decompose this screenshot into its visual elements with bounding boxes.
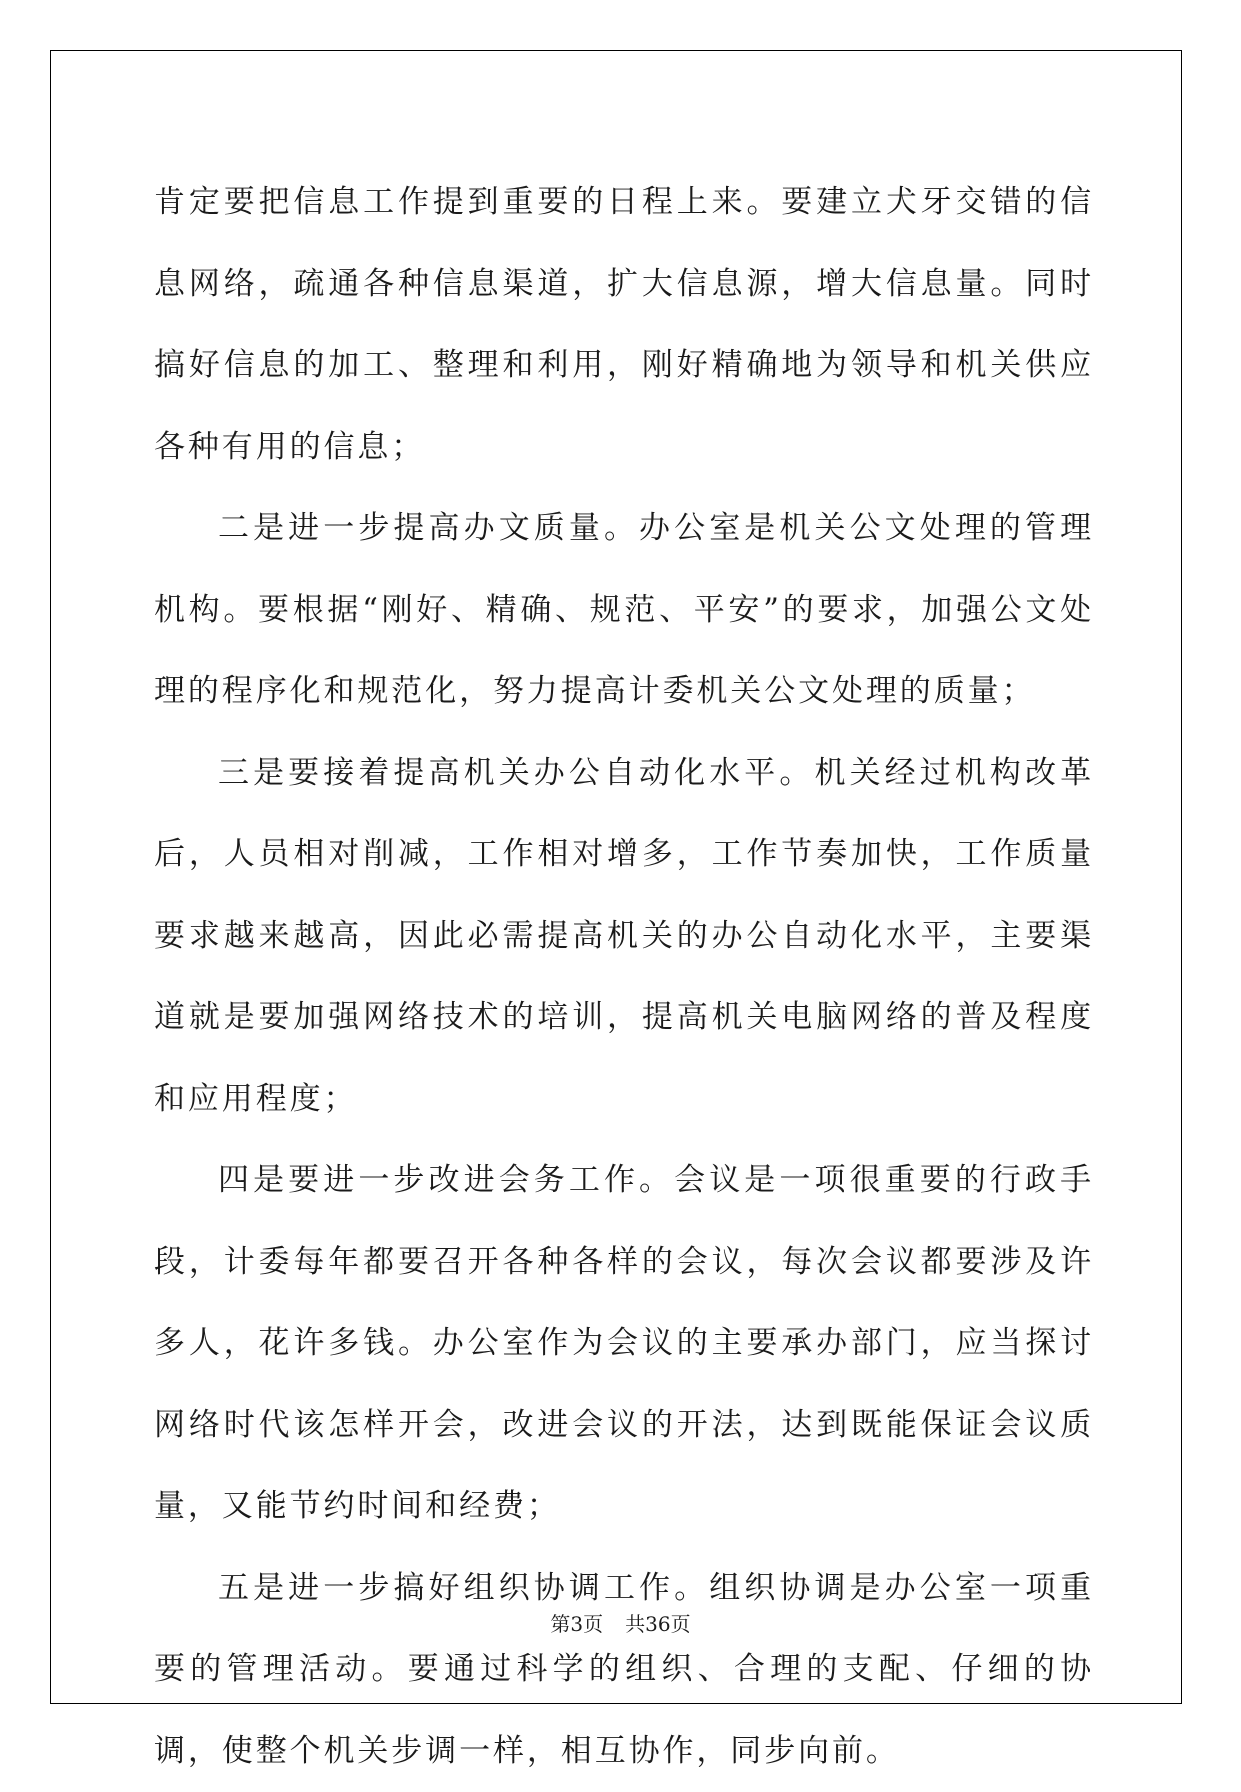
document-body bbox=[154, 162, 1094, 1792]
paragraph-5: 五是进一步搞好组织协调工作。组织协调是办公室一项重要的管理活动。要通过科学的组织、合理的支配、仔细的协调，使整个机关步调一样，相互协作，同步向前。 bbox=[154, 1548, 1094, 1792]
page-footer bbox=[0, 1608, 1241, 1637]
paragraph-4: 四是要进一步改进会务工作。会议是一项很重要的行政手段，计委每年都要召开各种各样的会议，每次会议都要涉及许多人，花许多钱。办公室作为会议的主要承办部门，应当探讨网络时代该怎样开会，改进会议的开法，达到既能保证会议质量，又能节约时间和经费； bbox=[154, 1140, 1094, 1548]
paragraph-1: 肯定要把信息工作提到重要的日程上来。要建立犬牙交错的信息网络，疏通各种信息渠道，扩大信息源，增大信息量。同时搞好信息的加工、整理和利用，刚好精确地为领导和机关供应各种有用的信息； bbox=[154, 162, 1094, 488]
paragraph-2: 二是进一步提高办文质量。办公室是机关公文处理的管理机构。要根据“刚好、精确、规范、平安”的要求，加强公文处理的程序化和规范化，努力提高计委机关公文处理的质量； bbox=[154, 488, 1094, 733]
page-number: 第3页 bbox=[550, 1612, 603, 1636]
page-total: 共36页 bbox=[625, 1612, 690, 1636]
paragraph-3: 三是要接着提高机关办公自动化水平。机关经过机构改革后，人员相对削减，工作相对增多，工作节奏加快，工作质量要求越来越高，因此必需提高机关的办公自动化水平，主要渠道就是要加强网络技术的培训，提高机关电脑网络的普及程度和应用程度； bbox=[154, 733, 1094, 1141]
